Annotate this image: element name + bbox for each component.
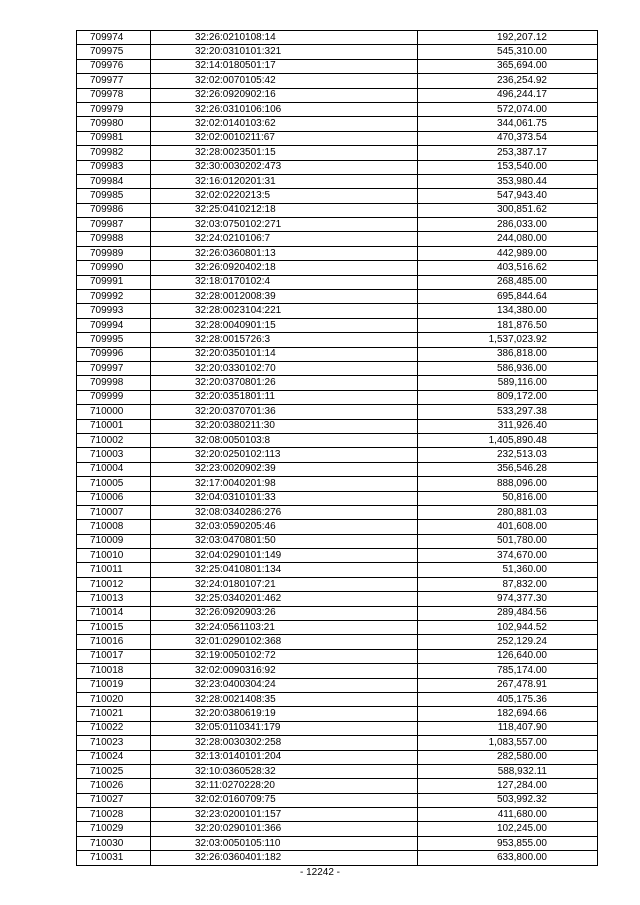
table-row	[77, 433, 598, 447]
cadastral-number-cell: 32:28:0030302:258	[151, 736, 418, 750]
record-id-cell: 710030	[77, 836, 151, 850]
cadastral-number-cell: 32:20:0350101:14	[151, 347, 418, 361]
table-row	[77, 74, 598, 88]
cadastral-number-cell: 32:13:0140101:204	[151, 750, 418, 764]
table-row	[77, 491, 598, 505]
table-row	[77, 174, 598, 188]
table-row	[77, 606, 598, 620]
cadastral-number-cell: 32:20:0380211:30	[151, 419, 418, 433]
table-row	[77, 678, 598, 692]
record-id-cell: 709974	[77, 31, 151, 45]
record-id-cell: 710010	[77, 549, 151, 563]
cadastral-number-cell: 32:30:0030202:473	[151, 160, 418, 174]
table-row	[77, 736, 598, 750]
cadastral-number-cell: 32:02:0160709:75	[151, 793, 418, 807]
amount-cell: 974,377.30	[418, 592, 598, 606]
record-id-cell: 709995	[77, 333, 151, 347]
amount-cell: 888,096.00	[418, 477, 598, 491]
cadastral-number-cell: 32:23:0020902:39	[151, 462, 418, 476]
cadastral-number-cell: 32:04:0290101:149	[151, 549, 418, 563]
record-id-cell: 710003	[77, 448, 151, 462]
amount-cell: 785,174.00	[418, 664, 598, 678]
amount-cell: 102,944.52	[418, 621, 598, 635]
amount-cell: 300,851.62	[418, 203, 598, 217]
amount-cell: 586,936.00	[418, 361, 598, 375]
cadastral-number-cell: 32:17:0040201:98	[151, 477, 418, 491]
record-id-cell: 710028	[77, 808, 151, 822]
cadastral-number-cell: 32:24:0210106:7	[151, 232, 418, 246]
record-id-cell: 710007	[77, 505, 151, 519]
cadastral-number-cell: 32:28:0023104:221	[151, 304, 418, 318]
cadastral-number-cell: 32:20:0330102:70	[151, 361, 418, 375]
record-id-cell: 710029	[77, 822, 151, 836]
amount-cell: 118,407.90	[418, 721, 598, 735]
table-row	[77, 577, 598, 591]
table-row	[77, 189, 598, 203]
cadastral-number-cell: 32:26:0920902:16	[151, 88, 418, 102]
amount-cell: 286,033.00	[418, 218, 598, 232]
cadastral-number-cell: 32:26:0360801:13	[151, 246, 418, 260]
record-id-cell: 710018	[77, 664, 151, 678]
amount-cell: 51,360.00	[418, 563, 598, 577]
table-row	[77, 549, 598, 563]
amount-cell: 289,484.56	[418, 606, 598, 620]
record-id-cell: 710019	[77, 678, 151, 692]
cadastral-number-cell: 32:20:0250102:113	[151, 448, 418, 462]
table-row	[77, 88, 598, 102]
record-id-cell: 709976	[77, 59, 151, 73]
cadastral-number-cell: 32:28:0023501:15	[151, 146, 418, 160]
amount-cell: 405,175.36	[418, 692, 598, 706]
table-row	[77, 793, 598, 807]
cadastral-number-cell: 32:04:0310101:33	[151, 491, 418, 505]
amount-cell: 280,881.03	[418, 505, 598, 519]
amount-cell: 182,694.66	[418, 707, 598, 721]
table-row	[77, 592, 598, 606]
cadastral-number-cell: 32:26:0920903:26	[151, 606, 418, 620]
amount-cell: 533,297.38	[418, 405, 598, 419]
amount-cell: 244,080.00	[418, 232, 598, 246]
amount-cell: 588,932.11	[418, 764, 598, 778]
record-id-cell: 709984	[77, 174, 151, 188]
table-row	[77, 59, 598, 73]
table-row	[77, 707, 598, 721]
table-row	[77, 102, 598, 116]
cadastral-number-cell: 32:28:0015726:3	[151, 333, 418, 347]
cadastral-number-cell: 32:28:0021408:35	[151, 692, 418, 706]
cadastral-number-cell: 32:25:0410801:134	[151, 563, 418, 577]
amount-cell: 953,855.00	[418, 836, 598, 850]
cadastral-number-cell: 32:25:0340201:462	[151, 592, 418, 606]
amount-cell: 267,478.91	[418, 678, 598, 692]
amount-cell: 268,485.00	[418, 275, 598, 289]
cadastral-number-cell: 32:28:0012008:39	[151, 290, 418, 304]
table-row	[77, 261, 598, 275]
table-row	[77, 275, 598, 289]
cadastral-number-cell: 32:23:0200101:157	[151, 808, 418, 822]
record-id-cell: 710009	[77, 534, 151, 548]
record-id-cell: 710031	[77, 851, 151, 865]
amount-cell: 403,516.62	[418, 261, 598, 275]
table-row	[77, 390, 598, 404]
record-id-cell: 710011	[77, 563, 151, 577]
cadastral-number-cell: 32:16:0120201:31	[151, 174, 418, 188]
table-row	[77, 448, 598, 462]
cadastral-number-cell: 32:08:0340286:276	[151, 505, 418, 519]
table-row	[77, 318, 598, 332]
record-id-cell: 709975	[77, 45, 151, 59]
amount-cell: 192,207.12	[418, 31, 598, 45]
amount-cell: 252,129.24	[418, 635, 598, 649]
amount-cell: 236,254.92	[418, 74, 598, 88]
record-id-cell: 709985	[77, 189, 151, 203]
table-row	[77, 477, 598, 491]
cadastral-number-cell: 32:01:0290102:368	[151, 635, 418, 649]
amount-cell: 353,980.44	[418, 174, 598, 188]
record-id-cell: 710026	[77, 779, 151, 793]
record-id-cell: 710000	[77, 405, 151, 419]
amount-cell: 282,580.00	[418, 750, 598, 764]
cadastral-number-cell: 32:02:0220213:5	[151, 189, 418, 203]
amount-cell: 365,694.00	[418, 59, 598, 73]
amount-cell: 102,245.00	[418, 822, 598, 836]
table-row	[77, 635, 598, 649]
cadastral-number-cell: 32:11:0270228:20	[151, 779, 418, 793]
record-id-cell: 710020	[77, 692, 151, 706]
table-row	[77, 31, 598, 45]
amount-cell: 1,405,890.48	[418, 433, 598, 447]
table-row	[77, 333, 598, 347]
cadastral-number-cell: 32:20:0370801:26	[151, 376, 418, 390]
table-row	[77, 692, 598, 706]
record-id-cell: 709982	[77, 146, 151, 160]
record-id-cell: 709994	[77, 318, 151, 332]
amount-cell: 181,876.50	[418, 318, 598, 332]
table-row	[77, 376, 598, 390]
cadastral-number-cell: 32:26:0920402:18	[151, 261, 418, 275]
record-id-cell: 709983	[77, 160, 151, 174]
record-id-cell: 710022	[77, 721, 151, 735]
cadastral-number-cell: 32:03:0590205:46	[151, 520, 418, 534]
cadastral-number-cell: 32:19:0050102:72	[151, 649, 418, 663]
amount-cell: 496,244.17	[418, 88, 598, 102]
cadastral-number-cell: 32:18:0170102:4	[151, 275, 418, 289]
record-id-cell: 709997	[77, 361, 151, 375]
record-id-cell: 710015	[77, 621, 151, 635]
cadastral-number-cell: 32:03:0050105:110	[151, 836, 418, 850]
record-id-cell: 709996	[77, 347, 151, 361]
record-id-cell: 710027	[77, 793, 151, 807]
table-row	[77, 131, 598, 145]
amount-cell: 809,172.00	[418, 390, 598, 404]
amount-cell: 344,061.75	[418, 117, 598, 131]
record-id-cell: 709989	[77, 246, 151, 260]
amount-cell: 374,670.00	[418, 549, 598, 563]
table-row	[77, 117, 598, 131]
amount-cell: 503,992.32	[418, 793, 598, 807]
table-row	[77, 419, 598, 433]
amount-cell: 695,844.64	[418, 290, 598, 304]
table-row	[77, 563, 598, 577]
amount-cell: 386,818.00	[418, 347, 598, 361]
record-id-cell: 709978	[77, 88, 151, 102]
record-id-cell: 709988	[77, 232, 151, 246]
table-row	[77, 232, 598, 246]
table-row	[77, 779, 598, 793]
amount-cell: 126,640.00	[418, 649, 598, 663]
cadastral-number-cell: 32:28:0040901:15	[151, 318, 418, 332]
table-row	[77, 822, 598, 836]
cadastral-number-cell: 32:05:0110341:179	[151, 721, 418, 735]
cadastral-number-cell: 32:23:0400304:24	[151, 678, 418, 692]
record-id-cell: 709979	[77, 102, 151, 116]
record-id-cell: 709999	[77, 390, 151, 404]
records-table	[76, 30, 598, 866]
table-row	[77, 836, 598, 850]
amount-cell: 589,116.00	[418, 376, 598, 390]
table-row	[77, 304, 598, 318]
table-row	[77, 649, 598, 663]
table-row	[77, 462, 598, 476]
amount-cell: 470,373.54	[418, 131, 598, 145]
record-id-cell: 710017	[77, 649, 151, 663]
table-row	[77, 218, 598, 232]
record-id-cell: 710025	[77, 764, 151, 778]
table-row	[77, 146, 598, 160]
record-id-cell: 710013	[77, 592, 151, 606]
table-row	[77, 505, 598, 519]
cadastral-number-cell: 32:03:0750102:271	[151, 218, 418, 232]
cadastral-number-cell: 32:02:0090316:92	[151, 664, 418, 678]
amount-cell: 134,380.00	[418, 304, 598, 318]
cadastral-number-cell: 32:20:0310101:321	[151, 45, 418, 59]
cadastral-number-cell: 32:20:0351801:11	[151, 390, 418, 404]
table-row	[77, 621, 598, 635]
record-id-cell: 709991	[77, 275, 151, 289]
record-id-cell: 709981	[77, 131, 151, 145]
cadastral-number-cell: 32:14:0180501:17	[151, 59, 418, 73]
record-id-cell: 710006	[77, 491, 151, 505]
cadastral-number-cell: 32:10:0360528:32	[151, 764, 418, 778]
table-row	[77, 750, 598, 764]
table-row	[77, 721, 598, 735]
record-id-cell: 710021	[77, 707, 151, 721]
table-row	[77, 160, 598, 174]
amount-cell: 253,387.17	[418, 146, 598, 160]
cadastral-number-cell: 32:25:0410212:18	[151, 203, 418, 217]
table-row	[77, 290, 598, 304]
table-row	[77, 361, 598, 375]
record-id-cell: 709987	[77, 218, 151, 232]
record-id-cell: 710005	[77, 477, 151, 491]
amount-cell: 87,832.00	[418, 577, 598, 591]
cadastral-number-cell: 32:08:0050103:8	[151, 433, 418, 447]
table-row	[77, 664, 598, 678]
cadastral-number-cell: 32:20:0380619:19	[151, 707, 418, 721]
amount-cell: 50,816.00	[418, 491, 598, 505]
amount-cell: 356,546.28	[418, 462, 598, 476]
amount-cell: 401,608.00	[418, 520, 598, 534]
amount-cell: 411,680.00	[418, 808, 598, 822]
record-id-cell: 709993	[77, 304, 151, 318]
amount-cell: 1,537,023.92	[418, 333, 598, 347]
cadastral-number-cell: 32:20:0370701:36	[151, 405, 418, 419]
cadastral-number-cell: 32:26:0310106:106	[151, 102, 418, 116]
table-row	[77, 534, 598, 548]
amount-cell: 547,943.40	[418, 189, 598, 203]
cadastral-number-cell: 32:02:0140103:62	[151, 117, 418, 131]
amount-cell: 572,074.00	[418, 102, 598, 116]
record-id-cell: 710001	[77, 419, 151, 433]
amount-cell: 232,513.03	[418, 448, 598, 462]
record-id-cell: 710004	[77, 462, 151, 476]
amount-cell: 153,540.00	[418, 160, 598, 174]
record-id-cell: 709986	[77, 203, 151, 217]
cadastral-number-cell: 32:02:0010211:67	[151, 131, 418, 145]
record-id-cell: 709977	[77, 74, 151, 88]
table-row	[77, 808, 598, 822]
amount-cell: 545,310.00	[418, 45, 598, 59]
amount-cell: 633,800.00	[418, 851, 598, 865]
table-row	[77, 851, 598, 865]
table-row	[77, 520, 598, 534]
record-id-cell: 709980	[77, 117, 151, 131]
table-row	[77, 246, 598, 260]
table-row	[77, 45, 598, 59]
record-id-cell: 710024	[77, 750, 151, 764]
records-table-body	[77, 31, 598, 866]
table-row	[77, 347, 598, 361]
cadastral-number-cell: 32:26:0210108:14	[151, 31, 418, 45]
table-row	[77, 764, 598, 778]
record-id-cell: 710002	[77, 433, 151, 447]
amount-cell: 501,780.00	[418, 534, 598, 548]
cadastral-number-cell: 32:26:0360401:182	[151, 851, 418, 865]
cadastral-number-cell: 32:24:0561103:21	[151, 621, 418, 635]
record-id-cell: 709992	[77, 290, 151, 304]
cadastral-number-cell: 32:24:0180107:21	[151, 577, 418, 591]
record-id-cell: 710014	[77, 606, 151, 620]
table-row	[77, 405, 598, 419]
record-id-cell: 709998	[77, 376, 151, 390]
cadastral-number-cell: 32:03:0470801:50	[151, 534, 418, 548]
record-id-cell: 710016	[77, 635, 151, 649]
amount-cell: 442,989.00	[418, 246, 598, 260]
record-id-cell: 710023	[77, 736, 151, 750]
amount-cell: 127,284.00	[418, 779, 598, 793]
table-row	[77, 203, 598, 217]
page-number: - 12242 -	[299, 867, 341, 878]
cadastral-number-cell: 32:02:0070105:42	[151, 74, 418, 88]
cadastral-number-cell: 32:20:0290101:366	[151, 822, 418, 836]
record-id-cell: 709990	[77, 261, 151, 275]
amount-cell: 1,083,557.00	[418, 736, 598, 750]
record-id-cell: 710012	[77, 577, 151, 591]
amount-cell: 311,926.40	[418, 419, 598, 433]
record-id-cell: 710008	[77, 520, 151, 534]
